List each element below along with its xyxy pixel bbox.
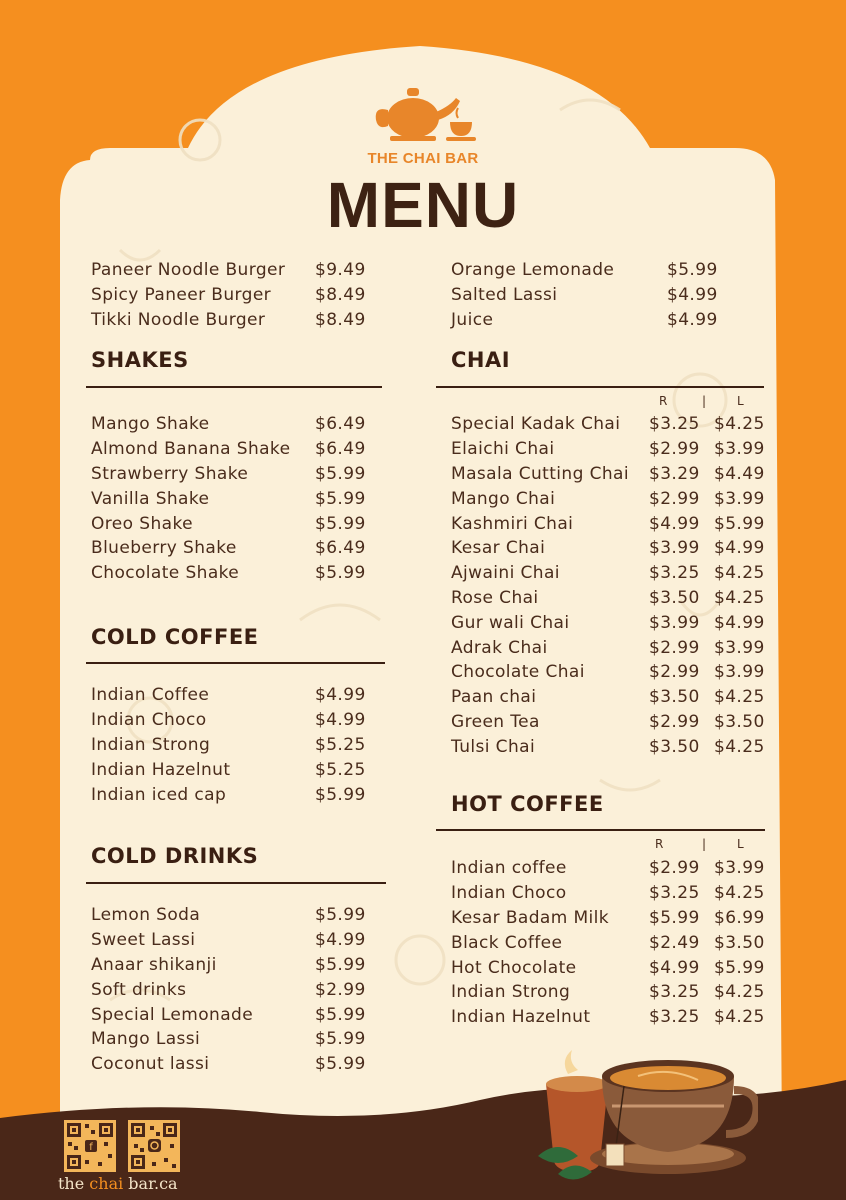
size-separator: |: [702, 394, 707, 408]
footer-website[interactable]: the chai bar.ca: [58, 1174, 178, 1193]
list-item: Green Tea $2.99 $3.50: [451, 711, 765, 732]
burger-list: [91, 258, 366, 332]
shakes-list: [91, 412, 366, 586]
list-item: Vanilla Shake $5.99: [91, 488, 366, 509]
list-item: Kesar Badam Milk $5.99 $6.99: [451, 907, 765, 928]
list-item: Indian Coffee $4.99: [91, 685, 366, 706]
list-item: Almond Banana Shake $6.49: [91, 439, 366, 460]
list-item: Black Coffee $2.49 $3.50: [451, 932, 765, 953]
list-item: Paneer Noodle Burger $9.49: [91, 260, 366, 281]
list-item: Gur wali Chai $3.99 $4.99: [451, 612, 765, 633]
list-item: Chocolate Chai $2.99 $3.99: [451, 662, 765, 683]
list-item: Chocolate Shake $5.99: [91, 563, 366, 584]
list-item: Indian Strong $5.25: [91, 734, 366, 755]
list-item: Coconut lassi $5.99: [91, 1054, 366, 1075]
divider: [86, 386, 382, 388]
list-item: Salted Lassi $4.99: [451, 285, 718, 306]
facebook-qr-icon[interactable]: [64, 1120, 116, 1172]
teapot-icon: [368, 82, 478, 144]
list-item: Indian Choco $4.99: [91, 710, 366, 731]
list-item: Mango Lassi $5.99: [91, 1029, 366, 1050]
divider: [436, 829, 765, 831]
list-item: Soft drinks $2.99: [91, 979, 366, 1000]
list-item: Sweet Lassi $4.99: [91, 930, 366, 951]
list-item: Rose Chai $3.50 $4.25: [451, 587, 765, 608]
list-item: Blueberry Shake $6.49: [91, 538, 366, 559]
list-item: Ajwaini Chai $3.25 $4.25: [451, 563, 765, 584]
section-title-hot-coffee: HOT COFFEE: [451, 792, 604, 816]
list-item: Indian Strong $3.25 $4.25: [451, 982, 765, 1003]
hot-coffee-list: [451, 856, 765, 1030]
list-item: Tikki Noodle Burger $8.49: [91, 309, 366, 330]
size-regular-label: R: [659, 394, 668, 408]
svg-text:f: f: [89, 1142, 93, 1153]
section-title-cold-drinks: COLD DRINKS: [91, 844, 259, 868]
list-item: Strawberry Shake $5.99: [91, 463, 366, 484]
list-item: Mango Shake $6.49: [91, 414, 366, 435]
list-item: Indian Choco $3.25 $4.25: [451, 883, 765, 904]
size-large-label: L: [737, 394, 744, 408]
drinks-top-list: [451, 258, 718, 332]
list-item: Juice $4.99: [451, 309, 718, 330]
list-item: Orange Lemonade $5.99: [451, 260, 718, 281]
list-item: Adrak Chai $2.99 $3.99: [451, 637, 765, 658]
list-item: Hot Chocolate $4.99 $5.99: [451, 957, 765, 978]
list-item: Indian Hazelnut $5.25: [91, 759, 366, 780]
list-item: Mango Chai $2.99 $3.99: [451, 488, 765, 509]
list-item: Indian Hazelnut $3.25 $4.25: [451, 1007, 765, 1028]
page-title: MENU: [326, 169, 520, 241]
list-item: Kashmiri Chai $4.99 $5.99: [451, 513, 765, 534]
divider: [86, 662, 385, 664]
list-item: Spicy Paneer Burger $8.49: [91, 285, 366, 306]
cold-drinks-list: [91, 903, 366, 1077]
list-item: Indian iced cap $5.99: [91, 784, 366, 805]
brand-name: THE CHAI BAR: [367, 150, 479, 167]
divider: [86, 882, 386, 884]
list-item: Anaar shikanji $5.99: [91, 954, 366, 975]
list-item: Paan chai $3.50 $4.25: [451, 687, 765, 708]
list-item: Special Lemonade $5.99: [91, 1004, 366, 1025]
instagram-qr-icon[interactable]: [128, 1120, 180, 1172]
chai-list: [451, 412, 765, 759]
size-regular-label: R: [655, 837, 664, 851]
list-item: Tulsi Chai $3.50 $4.25: [451, 736, 765, 757]
size-separator: |: [702, 837, 707, 851]
list-item: Masala Cutting Chai $3.29 $4.49: [451, 463, 765, 484]
list-item: Elaichi Chai $2.99 $3.99: [451, 439, 765, 460]
section-title-chai: CHAI: [451, 348, 511, 372]
section-title-shakes: SHAKES: [91, 348, 189, 372]
size-large-label: L: [737, 837, 744, 851]
list-item: Oreo Shake $5.99: [91, 513, 366, 534]
cold-coffee-list: [91, 683, 366, 807]
section-title-cold-coffee: COLD COFFEE: [91, 625, 259, 649]
list-item: Kesar Chai $3.99 $4.99: [451, 538, 765, 559]
list-item: Lemon Soda $5.99: [91, 905, 366, 926]
list-item: Special Kadak Chai $3.25 $4.25: [451, 414, 765, 435]
coffee-cup-illustration: [528, 1046, 758, 1186]
list-item: Indian coffee $2.99 $3.99: [451, 858, 765, 879]
divider: [436, 386, 764, 388]
brand-logo: [330, 82, 516, 167]
